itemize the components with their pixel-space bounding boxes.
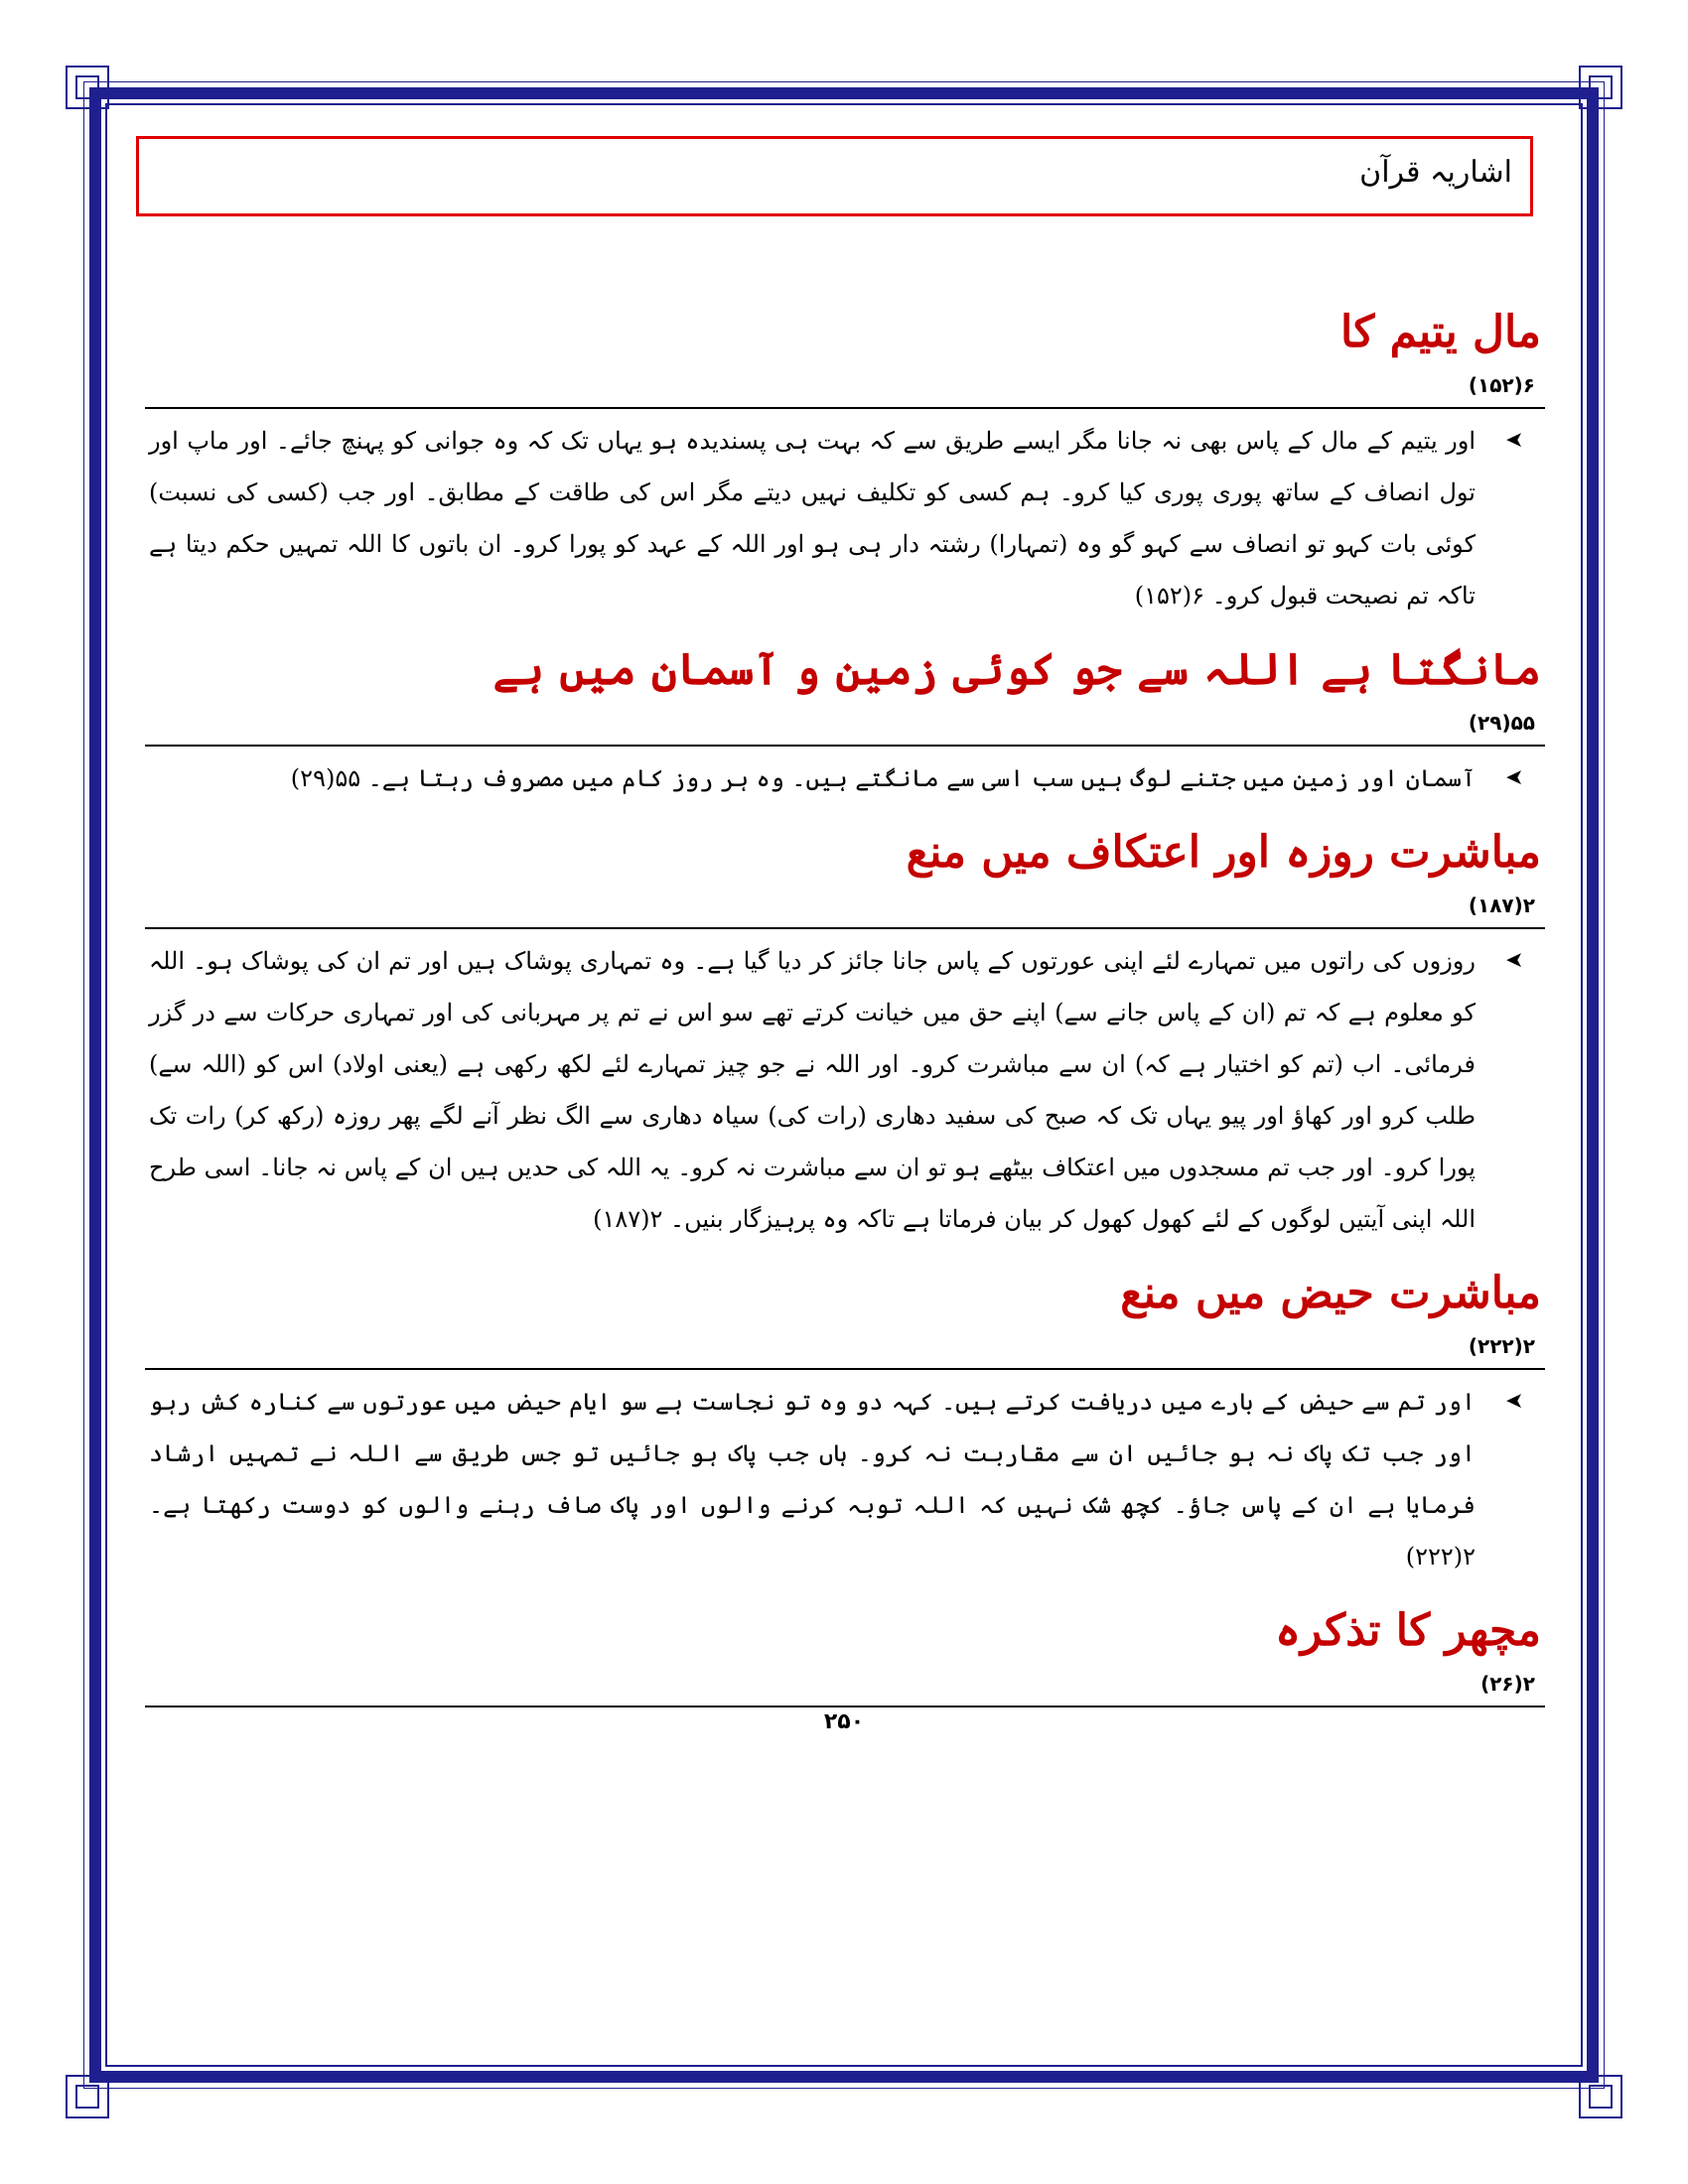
arrowhead-bullet-icon: ➤ [1504, 1389, 1523, 1414]
section-title: مانگتا ہے اللہ سے جو کوئی زمین و آسمان میں ہے [492, 644, 1541, 695]
section-reference: ۶(۱۵۲) [1468, 373, 1535, 397]
section-title: مباشرت حیض میں منع [1120, 1268, 1541, 1318]
section-title: مباشرت روزہ اور اعتکاف میں منع [906, 827, 1541, 878]
entry-text: روزوں کی راتوں میں تمہارے لئے اپنی عورتوں کے پاس جانا جائز کر دیا گیا ہے۔ وہ تمہاری پوشاک ہیں اور تم ان کی پوشاک ہو۔ اللہ کو معلوم ہے کہ تم (ان کے پاس جانے سے) اپنے حق میں خیانت کرتے تھے سو اس نے تم پر مہربانی کی اور تمہاری حرکات سے در گزر فرمائی۔ اب (تم کو اختیار ہے کہ) ان سے مباشرت کرو۔ اور اللہ نے جو چیز تمہارے لئے لکھ رکھی ہے (یعنی اولاد) اس کو (اللہ سے) طلب کرو اور کھاؤ اور پیو یہاں تک کہ صبح کی سفید دھاری (رات کی) سیاہ دھاری سے الگ نظر آنے لگے پھر روزہ (رکھ کر) رات تک پورا کرو۔ اور جب تم مسجدوں میں اعتکاف بیٹھے ہو تو ان سے مباشرت نہ کرو۔ یہ اللہ کی حدیں ہیں ان کے پاس نہ جانا۔ اسی طرح اللہ اپنی آیتیں لوگوں کے لئے کھول کھول کر بیان فرماتا ہے تاکہ وہ پرہیزگار بنیں۔ ۲(۱۸۷) [149, 947, 1476, 1233]
index-section [145, 635, 1545, 818]
section-title: مال یتیم کا [1339, 307, 1541, 357]
corner-ornament-icon [1579, 66, 1622, 109]
index-entry [145, 752, 1545, 804]
index-section [145, 298, 1545, 635]
section-reference: ۲(۲۶) [1480, 1672, 1535, 1696]
entry-text: اور یتیم کے مال کے پاس بھی نہ جانا مگر ایسے طریق سے کہ بہت ہی پسندیدہ ہو یہاں تک کہ وہ جوانی کو پہنچ جائے۔ اور ماپ اور تول انصاف کے ساتھ پوری پوری کیا کرو۔ ہم کسی کو تکلیف نہیں دیتے مگر اس کی طاقت کے مطابق۔ اور جب (کسی کی نسبت) کوئی بات کہو تو انصاف سے کہو گو وہ (تمہارا) رشتہ دار ہی ہو اور اللہ کے عہد کو پورا کرو۔ ان باتوں کا اللہ تمہیں حکم دیتا ہے تاکہ تم نصیحت قبول کرو۔ ۶(۱۵۲) [149, 427, 1476, 610]
index-entry [145, 415, 1545, 621]
index-section [145, 1596, 1545, 1707]
arrowhead-bullet-icon: ➤ [1504, 948, 1523, 973]
section-divider [145, 745, 1545, 747]
index-entry [145, 935, 1545, 1245]
section-divider [145, 1706, 1545, 1707]
section-title: مچھر کا تذکرہ [1275, 1605, 1541, 1656]
index-section [145, 1259, 1545, 1596]
entry-text: اور تم سے حیض کے بارے میں دریافت کرتے ہیں۔ کہہ دو وہ تو نجاست ہے سو ایام حیض میں عورتوں سے کنارہ کش رہو اور جب تک پاک نہ ہو جائیں ان سے مقاربت نہ کرو۔ ہاں جب پاک ہو جائیں تو جس طریق سے اللہ نے تمہیں ارشاد فرمایا ہے ان کے پاس جاؤ۔ کچھ شک نہیں کہ اللہ توبہ کرنے والوں اور پاک صاف رہنے والوں کو دوست رکھتا ہے۔ ۲(۲۲۲) [149, 1388, 1476, 1570]
page-number: ۲۵۰ [823, 1709, 865, 1734]
index-entry [145, 1376, 1545, 1582]
page-header [136, 136, 1533, 216]
section-reference: ۵۵(۲۹) [1468, 711, 1535, 735]
section-divider [145, 927, 1545, 929]
section-reference: ۲(۲۲۲) [1468, 1334, 1535, 1358]
corner-ornament-icon [66, 66, 109, 109]
corner-ornament-icon [1579, 2075, 1622, 2118]
section-reference: ۲(۱۸۷) [1468, 893, 1535, 917]
header-title: اشاریہ قرآن [1359, 155, 1512, 190]
index-content [145, 298, 1545, 1713]
index-section [145, 818, 1545, 1259]
corner-ornament-icon [66, 2075, 109, 2118]
arrowhead-bullet-icon: ➤ [1504, 765, 1523, 790]
section-divider [145, 407, 1545, 409]
entry-text: آسمان اور زمین میں جتنے لوگ ہیں سب اسی سے مانگتے ہیں۔ وہ ہر روز کام میں مصروف رہتا ہے۔ ۵۵(۲۹) [290, 764, 1476, 792]
section-divider [145, 1368, 1545, 1370]
arrowhead-bullet-icon: ➤ [1504, 428, 1523, 453]
